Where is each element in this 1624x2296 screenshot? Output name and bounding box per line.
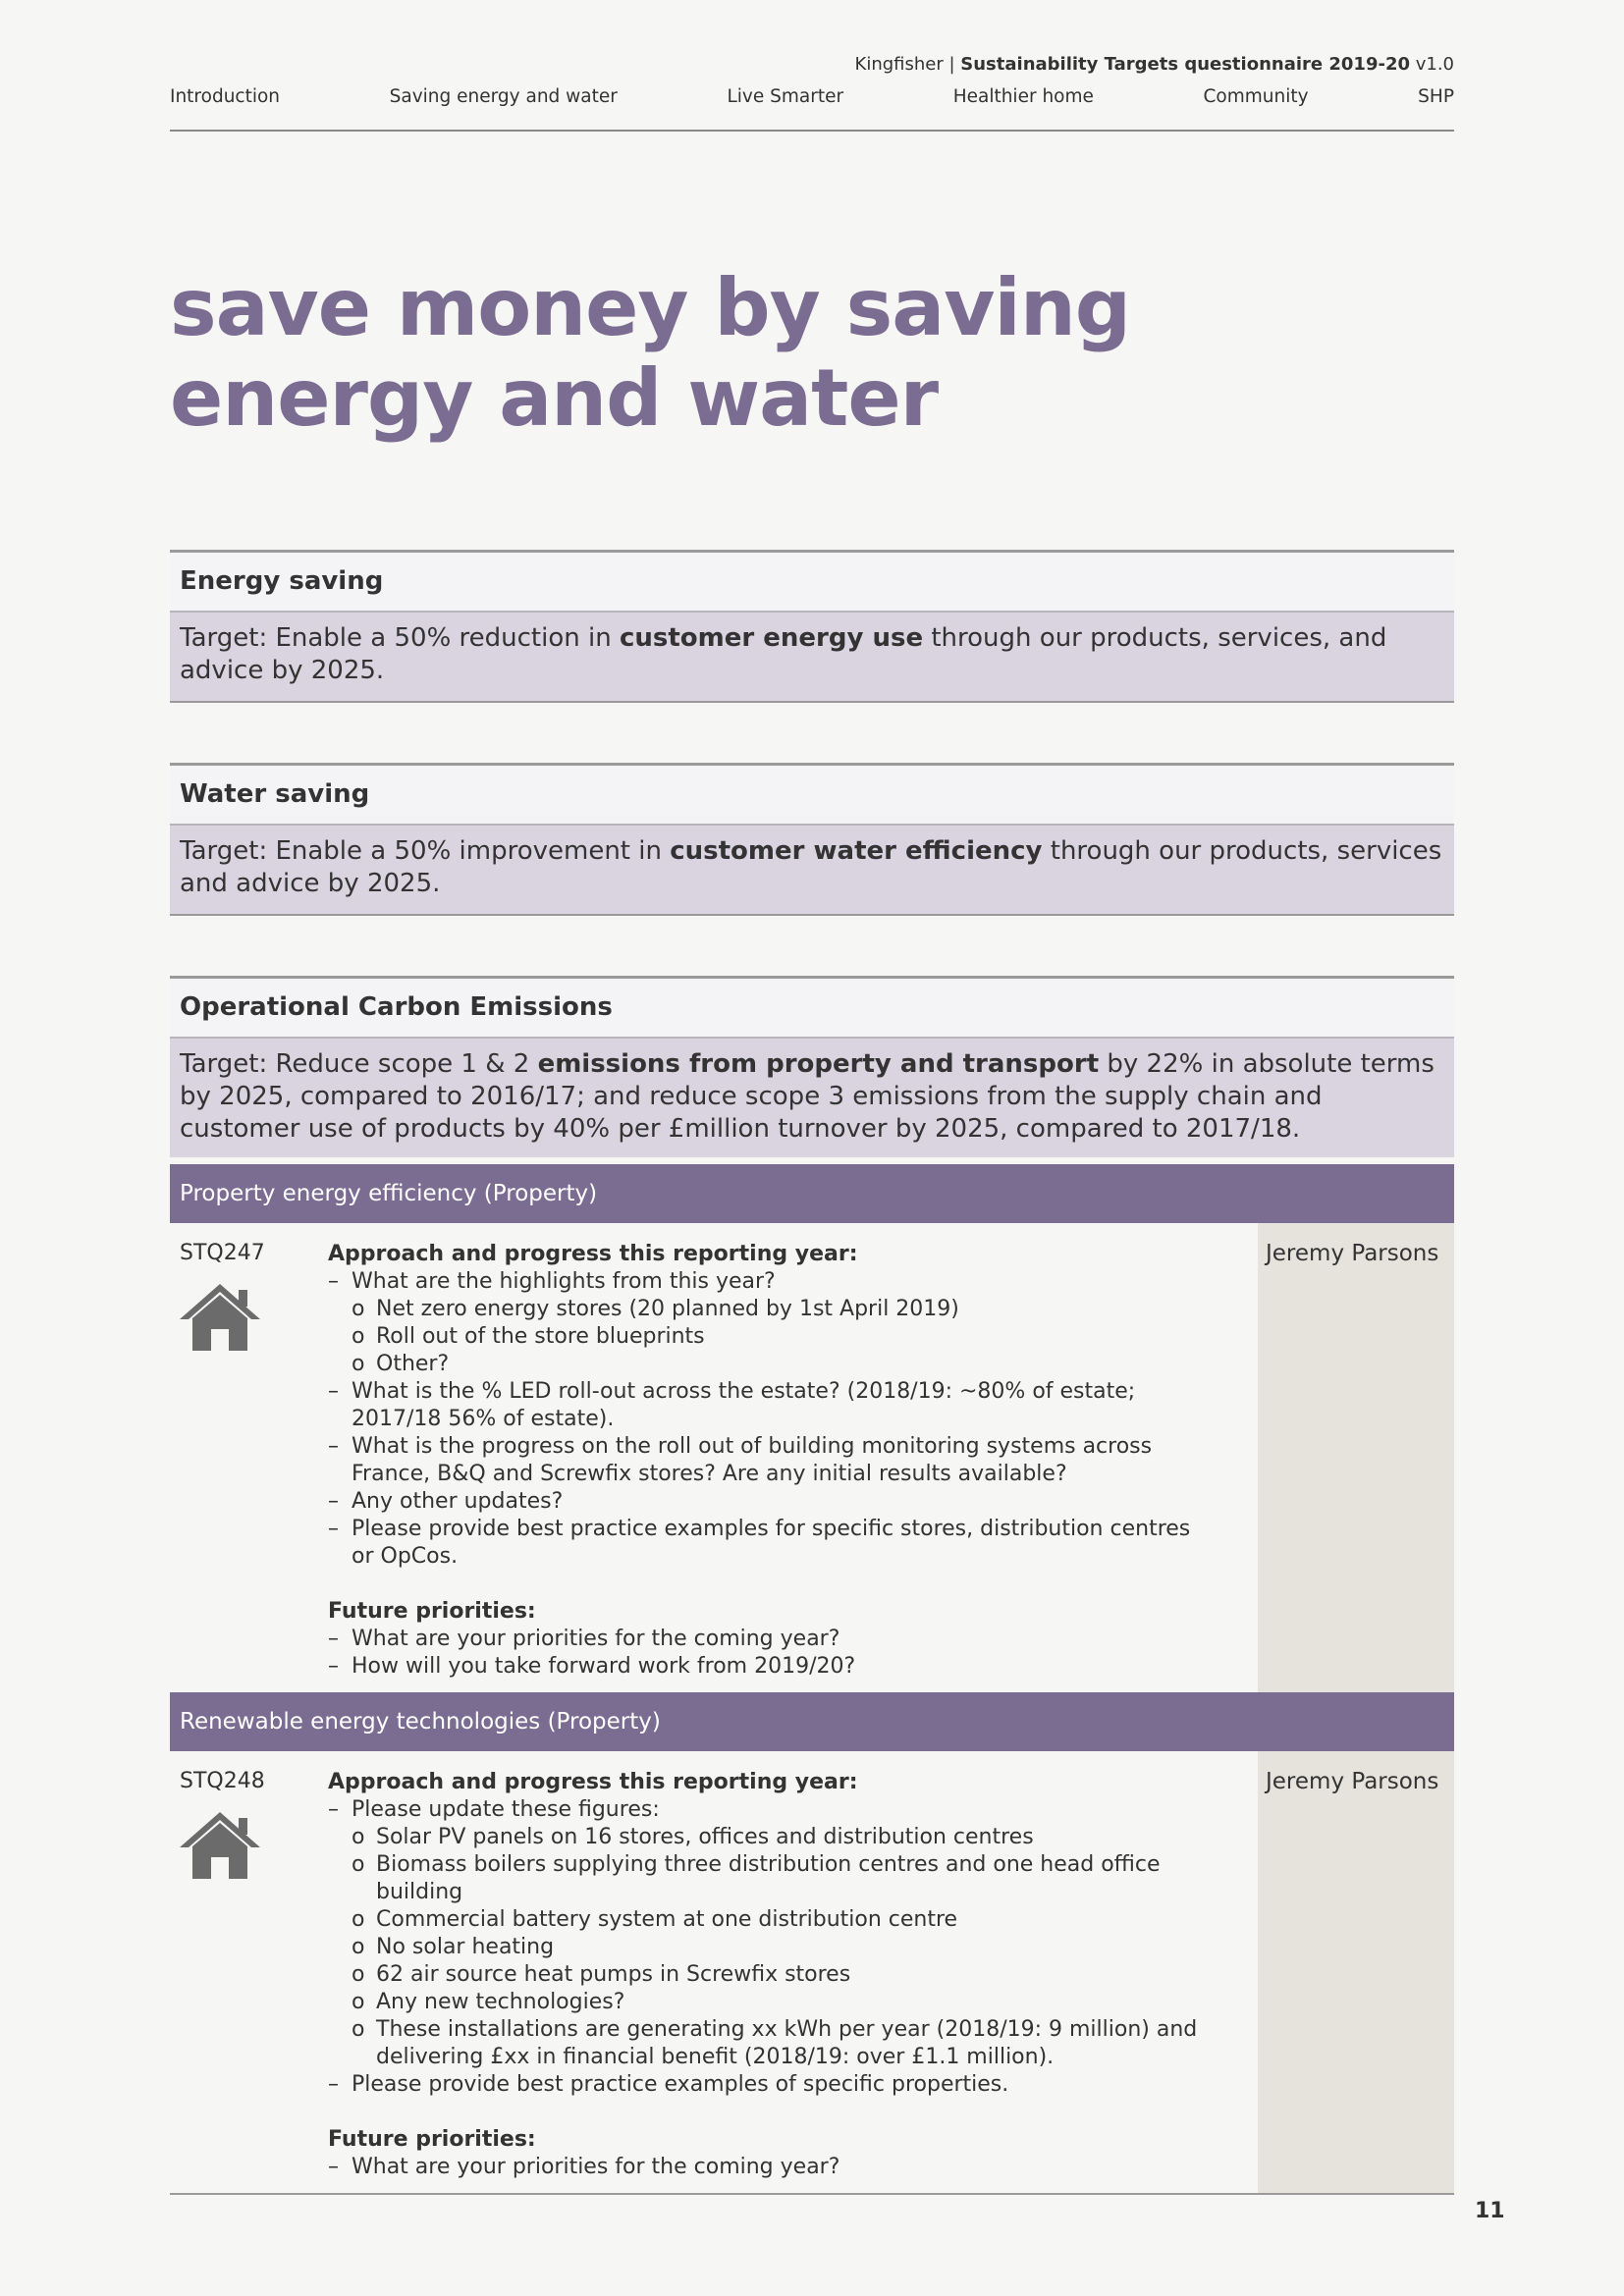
page-number: 11 — [1475, 2199, 1505, 2223]
list-item: o 62 air source heat pumps in Screwfix stores — [328, 1961, 1212, 1989]
document-version: v1.0 — [1410, 54, 1454, 75]
list-item: o Biomass boilers supplying three distribution centres and one head office building — [328, 1851, 1212, 1906]
list-item: – What are the highlights from this year? — [328, 1268, 1212, 1296]
list-item: o Net zero energy stores (20 planned by 1st April 2019) — [328, 1296, 1212, 1323]
nav-introduction[interactable]: Introduction — [170, 86, 281, 107]
list-item: – Any other updates? — [328, 1488, 1212, 1516]
nav-healthier-home[interactable]: Healthier home — [952, 86, 1094, 107]
list-item: o Solar PV panels on 16 stores, offices and distribution centres — [328, 1824, 1212, 1851]
list-item: – Please provide best practice examples for specific stores, distribution centres or OpCos. — [328, 1516, 1212, 1571]
list-item: – What are your priorities for the coming year? — [328, 2154, 1212, 2181]
question-code: STQ248 — [180, 1769, 265, 1793]
table-bottom-rule — [170, 2193, 1454, 2195]
carbon-emissions-box — [170, 976, 1454, 1157]
page-title: save money by saving energy and water — [170, 262, 1131, 444]
list-item: o Other? — [328, 1351, 1212, 1378]
list-item: – What is the % LED roll-out across the estate? (2018/19: ~80% of estate; 2017/18 56% of estate). — [328, 1378, 1212, 1433]
owner-name: Jeremy Parsons — [1266, 1241, 1439, 1266]
list-item: – How will you take forward work from 2019/20? — [328, 1653, 1212, 1681]
list-item: o Any new technologies? — [328, 1989, 1212, 2016]
renewable-energy-technologies-bar: Renewable energy technologies (Property) — [170, 1692, 1454, 1751]
property-energy-efficiency-bar: Property energy efficiency (Property) — [170, 1164, 1454, 1223]
house-icon — [178, 1810, 262, 1881]
list-item: – Please update these figures: — [328, 1796, 1212, 1824]
brand-name: Kingfisher — [854, 54, 944, 75]
question-content: Approach and progress this reporting year: – Please update these figures: o Solar PV panels on 16 stores, offices and distribution centres o Biomass boilers supplying three distribution centres and one head office building o Commercial battery system at one distribution centre o No solar heating o 62 air source heat pumps in Screwfix stores o Any new technologies? o These installations are generating xx kWh per year (2018/19: 9 million) and delivering £xx in financial benefit (2018/19: over £1.1 million). – Please provide best practice examples of specific properties. Future priorities: – What are your priorities for the coming year? — [328, 1769, 1212, 2181]
question-code: STQ247 — [180, 1241, 265, 1265]
nav-saving-energy-water[interactable]: Saving energy and water — [389, 86, 618, 107]
energy-saving-box — [170, 550, 1454, 703]
owner-column — [1258, 1223, 1454, 1692]
carbon-emissions-target: Target: Reduce scope 1 & 2 emissions from property and transport by 22% in absolute terms by 2025, compared to 2016/17; and reduce scope 3 emissions from the supply chain and customer use of products by 40% per £million turnover by 2025, compared to 2017/18. — [170, 1039, 1454, 1157]
nav-live-smarter[interactable]: Live Smarter — [727, 86, 844, 107]
section-nav — [170, 86, 1454, 107]
list-item: – What are your priorities for the coming year? — [328, 1626, 1212, 1653]
carbon-emissions-heading: Operational Carbon Emissions — [170, 979, 1454, 1039]
energy-saving-heading: Energy saving — [170, 553, 1454, 613]
list-item: o Roll out of the store blueprints — [328, 1323, 1212, 1351]
list-item: o No solar heating — [328, 1934, 1212, 1961]
nav-community[interactable]: Community — [1203, 86, 1309, 107]
water-saving-box — [170, 763, 1454, 916]
nav-shp[interactable]: SHP — [1418, 86, 1454, 107]
list-item: – What is the progress on the roll out of building monitoring systems across France, B&Q and Screwfix stores? Are any initial results available? — [328, 1433, 1212, 1488]
list-item: – Please provide best practice examples of specific properties. — [328, 2071, 1212, 2099]
energy-saving-target: Target: Enable a 50% reduction in customer energy use through our products, services, and advice by 2025. — [170, 613, 1454, 701]
water-saving-target: Target: Enable a 50% improvement in customer water efficiency through our products, services and advice by 2025. — [170, 826, 1454, 914]
owner-name: Jeremy Parsons — [1266, 1769, 1439, 1794]
owner-column — [1258, 1751, 1454, 2195]
list-item: o These installations are generating xx kWh per year (2018/19: 9 million) and delivering £xx in financial benefit (2018/19: over £1.1 million). — [328, 2016, 1212, 2071]
header-divider — [170, 130, 1454, 132]
question-content: Approach and progress this reporting year: – What are the highlights from this year? o Net zero energy stores (20 planned by 1st April 2019) o Roll out of the store blueprints o Other? – What is the % LED roll-out across the estate? (2018/19: ~80% of estate; 2017/18 56% of estate). – What is the progress on the roll out of building monitoring systems across France, B&Q and Screwfix stores? Are any initial results available? – Any other updates? – Please provide best practice examples for specific stores, distribution centres or OpCos. Future priorities: – What are your priorities for the coming year? – How will you take forward work from 2019/20? — [328, 1241, 1212, 1681]
stq247-row — [170, 1223, 1454, 1692]
list-item: o Commercial battery system at one distribution centre — [328, 1906, 1212, 1934]
house-icon — [178, 1282, 262, 1353]
document-title: Sustainability Targets questionnaire 2019-20 — [960, 54, 1410, 75]
document-header: Kingfisher | Sustainability Targets questionnaire 2019-20 v1.0 — [854, 54, 1454, 75]
water-saving-heading: Water saving — [170, 766, 1454, 826]
stq248-row — [170, 1751, 1454, 2195]
